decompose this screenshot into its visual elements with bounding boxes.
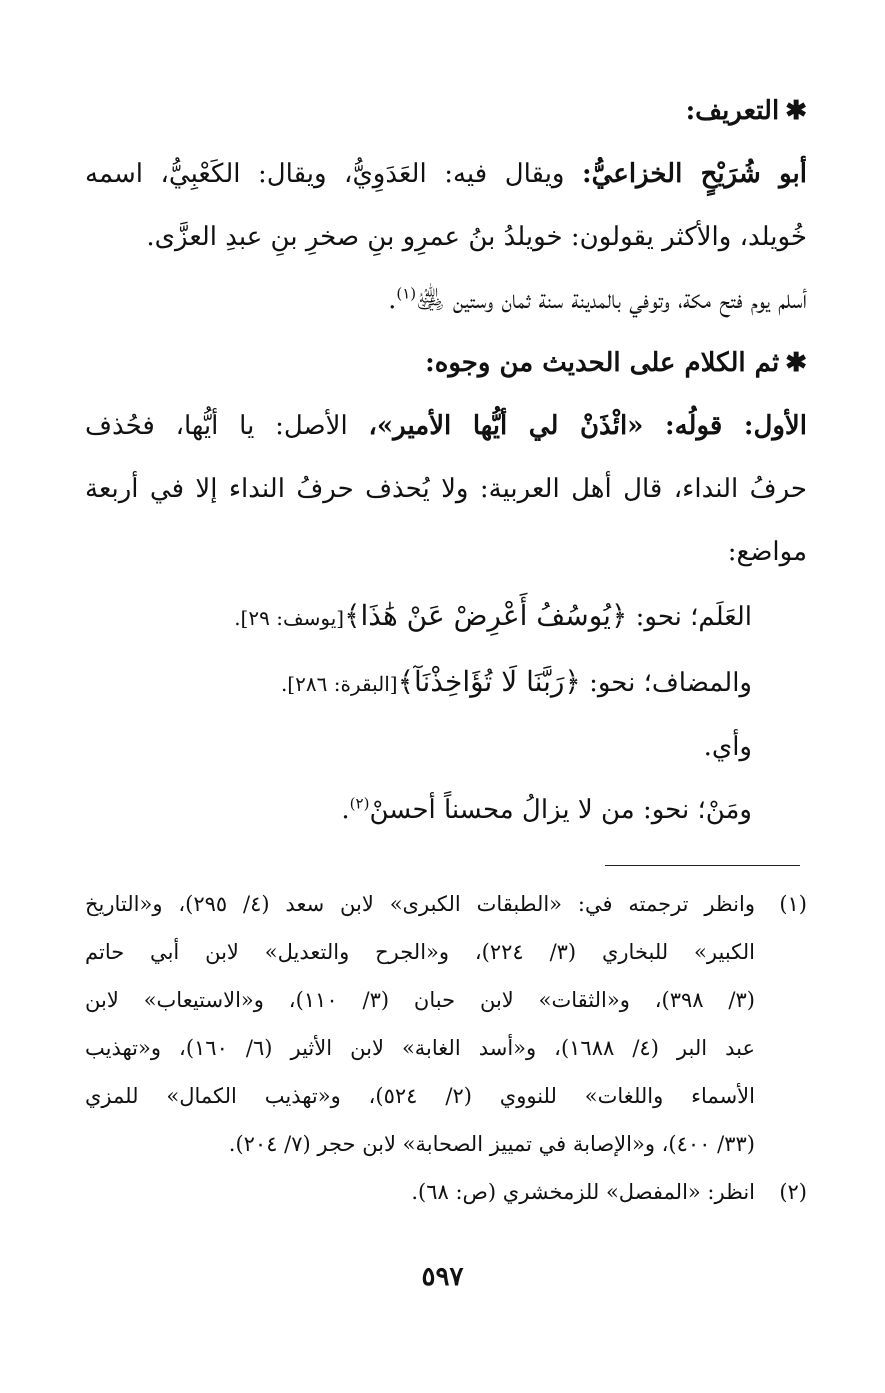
footnote-divider bbox=[605, 865, 800, 866]
heading-discussion: ✱ثم الكلام على الحديث من وجوه: bbox=[425, 348, 807, 378]
death-line: أسلم يوم فتح مكة، وتوفي بالمدينة سنة ثمان وستين ﵁$^{(١)}$. bbox=[388, 284, 807, 315]
footnote-line: الأسماء واللغات» للنووي (٢/ ٥٢٤)، و«تهذيب الكمال» للمزي bbox=[85, 1084, 755, 1108]
footnote-ref-1[interactable]: (١) bbox=[396, 284, 417, 303]
footnote-2 bbox=[85, 1168, 807, 1216]
example-man: ومَنْ؛ نحو: من لا يزالُ محسناً أحسنْ$^{(٢)}$. bbox=[341, 794, 752, 825]
example-proper-noun: العَلَم؛ نحو: ﴿يُوسُفُ أَعْرِضْ عَنْ هَٰذَا﴾[يوسف: ٢٩]. bbox=[234, 599, 752, 632]
bullet-star-icon: ✱ bbox=[785, 348, 807, 378]
quran-verse: ﴿يُوسُفُ أَعْرِضْ عَنْ هَٰذَا﴾ bbox=[344, 599, 628, 632]
footnote-1 bbox=[85, 880, 807, 1168]
definition-line-2: خُويلد، والأكثر يقولون: خويلدُ بنُ عمرِو بنِ صخرِ بنِ عبدِ العزَّى. bbox=[146, 222, 807, 252]
footnote-line: (٣/ ٣٩٨)، و«الثقات» لابن حبان (٣/ ١١٠)، و«الاستيعاب» لابن bbox=[85, 988, 755, 1012]
footnote-line: (٣٣/ ٤٠٠)، و«الإصابة في تمييز الصحابة» لابن حجر (٧/ ٢٠٤). bbox=[228, 1132, 755, 1156]
footnote-ref-2[interactable]: (٢) bbox=[349, 794, 370, 813]
companion-name: أبو شُرَيْحٍ الخزاعيُّ: bbox=[582, 159, 807, 189]
footnote-number: (١) bbox=[779, 892, 807, 916]
example-ayy: وأي. bbox=[703, 732, 752, 762]
definition-line-1: أبو شُرَيْحٍ الخزاعيُّ: ويقال فيه: العَدَوِيُّ، ويقال: الكَعْبِيُّ، اسمه bbox=[85, 159, 807, 189]
footnote-line: الكبير» للبخاري (٣/ ٢٢٤)، و«الجرح والتعديل» لابن أبي حاتم bbox=[85, 940, 755, 964]
main-text bbox=[85, 80, 807, 842]
quran-verse: ﴿رَبَّنَا لَا تُؤَاخِذْنَآ﴾ bbox=[397, 665, 581, 698]
example-possessive: والمضاف؛ نحو: ﴿رَبَّنَا لَا تُؤَاخِذْنَآ﴾[البقرة: ٢٨٦]. bbox=[280, 665, 752, 698]
footnotes bbox=[85, 880, 807, 1216]
first-point-line-2: حرفُ النداء، قال أهل العربية: ولا يُحذف حرفُ النداء إلا في أربعة bbox=[85, 474, 807, 504]
footnote-line: انظر: «المفصل» للزمخشري (ص: ٦٨). bbox=[411, 1180, 755, 1204]
bullet-star-icon: ✱ bbox=[785, 96, 807, 126]
footnote-line: وانظر ترجمته في: «الطبقات الكبرى» لابن سعد (٤/ ٢٩٥)، و«التاريخ bbox=[85, 892, 755, 916]
page-number: ٥٩٧ bbox=[421, 1262, 464, 1292]
first-point-line-1: الأول: قولُه: «ائْذَنْ لي أيُّها الأمير»، الأصل: يا أيُّها، فحُذف bbox=[85, 411, 807, 441]
heading-definition: ✱التعريف: bbox=[685, 96, 807, 126]
footnote-line: عبد البر (٤/ ١٦٨٨)، و«أسد الغابة» لابن الأثير (٦/ ١٦٠)، و«تهذيب bbox=[85, 1036, 755, 1060]
footnote-number: (٢) bbox=[779, 1180, 807, 1204]
first-point-line-3: مواضع: bbox=[727, 537, 807, 567]
